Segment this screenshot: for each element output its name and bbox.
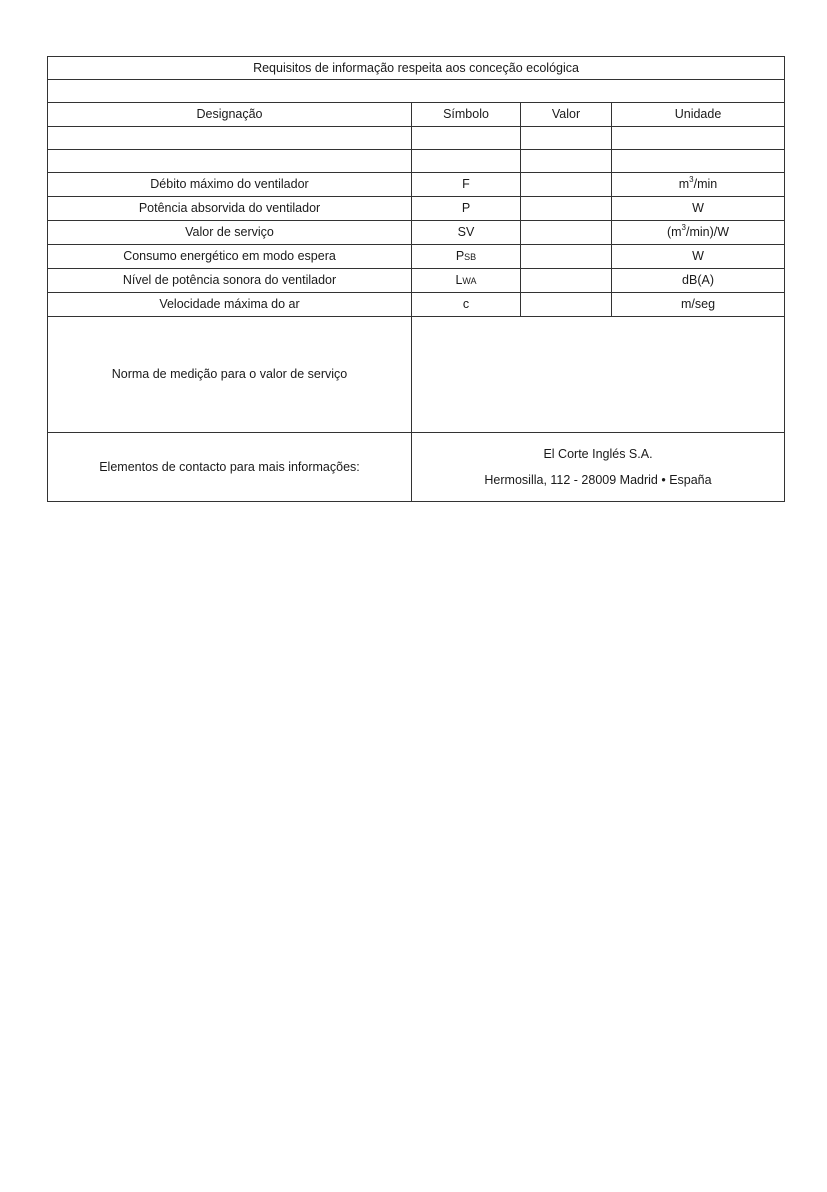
empty-cell [521, 127, 612, 150]
unit-cell: W [612, 245, 785, 269]
symbol-cell: SV [412, 221, 521, 245]
contact-details [412, 433, 785, 502]
empty-cell [612, 127, 785, 150]
value-cell [521, 269, 612, 293]
unit-cell: $(m^3/\min)/W$ [612, 221, 785, 245]
designation-cell: Nível de potência sonora do ventilador [48, 269, 412, 293]
table-row [48, 221, 785, 245]
table-row [48, 173, 785, 197]
symbol-cell: LWA [412, 269, 521, 293]
ecodesign-info-table [47, 56, 785, 502]
table-row [48, 245, 785, 269]
header-value: Valor [521, 103, 612, 127]
symbol-cell: PSB [412, 245, 521, 269]
table-row [48, 197, 785, 221]
header-symbol: Símbolo [412, 103, 521, 127]
symbol-cell: c [412, 293, 521, 317]
designation-cell: Débito máximo do ventilador [48, 173, 412, 197]
designation-cell: Velocidade máxima do ar [48, 293, 412, 317]
value-cell [521, 173, 612, 197]
contact-label: Elementos de contacto para mais informações: [48, 433, 412, 502]
designation-cell: Potência absorvida do ventilador [48, 197, 412, 221]
empty-row [48, 150, 785, 173]
norm-row [48, 317, 785, 433]
empty-cell [412, 127, 521, 150]
unit-cell: m/seg [612, 293, 785, 317]
norm-value [412, 317, 785, 433]
blank-cell [48, 80, 785, 103]
value-cell [521, 245, 612, 269]
contact-address: Hermosilla, 112 - 28009 Madrid • España [484, 472, 712, 487]
norm-label: Norma de medição para o valor de serviço [48, 317, 412, 433]
header-unit: Unidade [612, 103, 785, 127]
empty-cell [612, 150, 785, 173]
symbol-cell: P [412, 197, 521, 221]
symbol-cell: F [412, 173, 521, 197]
value-cell [521, 221, 612, 245]
contact-row [48, 433, 785, 502]
table-row [48, 269, 785, 293]
value-cell [521, 293, 612, 317]
header-row [48, 103, 785, 127]
unit-cell: W [612, 197, 785, 221]
table-title-row [48, 57, 785, 80]
contact-company: El Corte Inglés S.A. [543, 446, 653, 461]
designation-cell: Consumo energético em modo espera [48, 245, 412, 269]
empty-cell [412, 150, 521, 173]
empty-cell [48, 127, 412, 150]
unit-cell: $m^3/\min$ [612, 173, 785, 197]
table-row [48, 293, 785, 317]
empty-cell [48, 150, 412, 173]
unit-cell: dB(A) [612, 269, 785, 293]
designation-cell: Valor de serviço [48, 221, 412, 245]
table-title: Requisitos de informação respeita aos conceção ecológica [48, 57, 785, 80]
empty-cell [521, 150, 612, 173]
empty-row [48, 127, 785, 150]
header-designation: Designação [48, 103, 412, 127]
value-cell [521, 197, 612, 221]
blank-row [48, 80, 785, 103]
